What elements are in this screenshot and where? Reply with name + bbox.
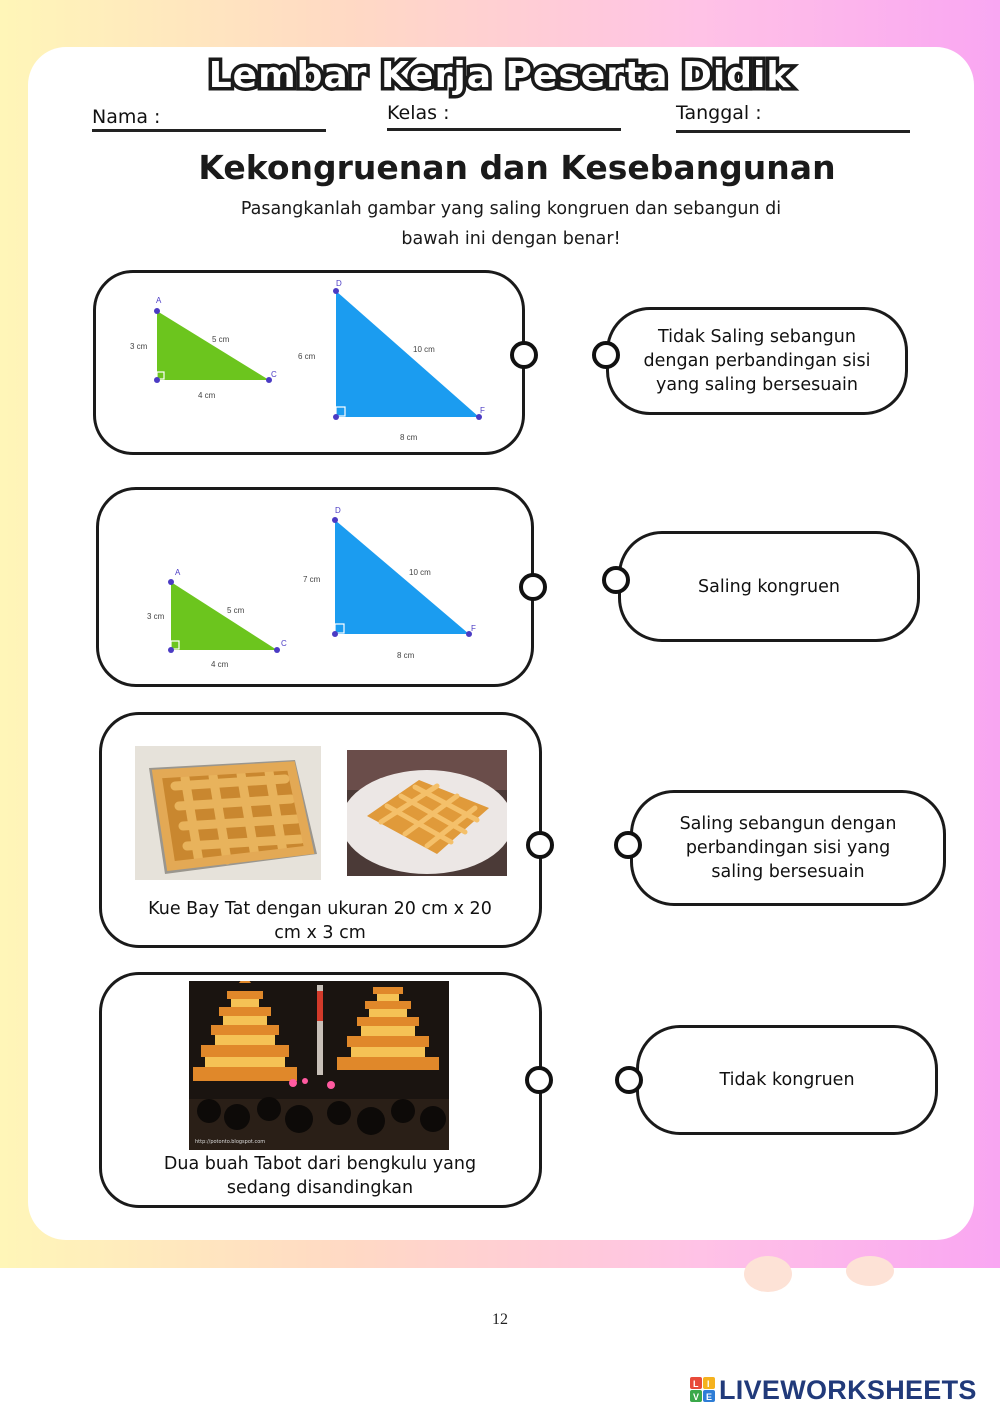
logo-letter: I	[707, 1379, 710, 1389]
left-card-2	[96, 487, 534, 687]
bay-tat-image-1	[135, 746, 321, 880]
vertex-label-d: D	[335, 506, 341, 515]
connector-dot-left-2[interactable]	[519, 573, 547, 601]
connector-dot-left-1[interactable]	[510, 341, 538, 369]
name-label: Nama :	[92, 106, 161, 128]
triangle-figure-1	[96, 273, 522, 452]
bay-tat-caption: Kue Bay Tat dengan ukuran 20 cm x 20 cm x 3 cm	[148, 899, 492, 943]
class-field[interactable]	[387, 128, 621, 131]
vertex-dot	[332, 517, 338, 523]
date-label: Tanggal :	[676, 102, 762, 124]
vertex-dot	[168, 579, 174, 585]
vertex-label-c: C	[271, 370, 277, 379]
side-label-hypotenuse: 5 cm	[227, 606, 245, 615]
decorative-blob	[846, 1256, 894, 1286]
connector-dot-left-4[interactable]	[525, 1066, 553, 1094]
tabot-photo	[189, 981, 449, 1150]
logo-letter: V	[693, 1392, 700, 1402]
connector-dot-right-4[interactable]	[615, 1066, 643, 1094]
option-pill-2: Saling kongruen	[618, 531, 920, 642]
bay-tat-image-2	[347, 750, 507, 876]
vertex-label-a: A	[175, 568, 181, 577]
vertex-dot	[332, 631, 338, 637]
side-label-hypotenuse: 5 cm	[212, 335, 230, 344]
side-label-left: 7 cm	[303, 575, 321, 584]
connector-dot-right-3[interactable]	[614, 831, 642, 859]
side-label-bottom: 4 cm	[198, 391, 216, 400]
bay-tat-photo-2	[347, 750, 507, 876]
side-label-left: 6 cm	[298, 352, 316, 361]
liveworksheets-icon	[690, 1377, 716, 1403]
logo-letter: L	[693, 1379, 699, 1389]
side-label-left: 3 cm	[147, 612, 165, 621]
triangle-def	[336, 291, 479, 417]
topic-title: Kekongruenan dan Kesebangunan	[198, 148, 836, 187]
triangle-abc	[171, 582, 277, 650]
tabot-caption: Dua buah Tabot dari bengkulu yang sedang disandingkan	[163, 1154, 477, 1198]
logo-letter: E	[706, 1392, 713, 1402]
side-label-bottom: 8 cm	[397, 651, 415, 660]
vertex-label-f: F	[480, 406, 485, 415]
connector-dot-right-2[interactable]	[602, 566, 630, 594]
option-pill-3: Saling sebangun dengan perbandingan sisi yang saling bersesuain	[630, 790, 946, 906]
triangle-figure-2	[99, 490, 531, 684]
vertex-label-f: F	[471, 624, 476, 633]
date-field[interactable]	[676, 130, 910, 133]
vertex-dot	[333, 414, 339, 420]
side-label-hypotenuse: 10 cm	[409, 568, 431, 577]
triangle-def	[335, 520, 469, 634]
triangle-abc	[157, 311, 269, 380]
vertex-dot	[168, 647, 174, 653]
side-label-bottom: 4 cm	[211, 660, 229, 669]
brand-name: LIVEWORKSHEETS	[719, 1374, 977, 1405]
decorative-blob	[744, 1256, 792, 1292]
class-label: Kelas :	[387, 102, 450, 124]
connector-dot-left-3[interactable]	[526, 831, 554, 859]
name-field[interactable]	[92, 129, 326, 132]
option-pill-4: Tidak kongruen	[636, 1025, 938, 1135]
connector-dot-right-1[interactable]	[592, 341, 620, 369]
option-pill-1: Tidak Saling sebangun dengan perbandingan sisi yang saling bersesuain	[606, 307, 908, 415]
tabot-image	[189, 981, 449, 1150]
vertex-dot	[154, 377, 160, 383]
instruction-line-2: bawah ini dengan benar!	[401, 229, 621, 249]
side-label-hypotenuse: 10 cm	[413, 345, 435, 354]
vertex-dot	[333, 288, 339, 294]
worksheet-title: Lembar Kerja Peserta Didik	[208, 55, 792, 96]
side-label-left: 3 cm	[130, 342, 148, 351]
page-number: 12	[492, 1311, 508, 1328]
vertex-label-d: D	[336, 279, 342, 288]
vertex-label-c: C	[281, 639, 287, 648]
vertex-dot	[154, 308, 160, 314]
bay-tat-photo-1	[135, 746, 321, 880]
liveworksheets-logo	[690, 1370, 977, 1410]
vertex-dot	[274, 647, 280, 653]
photo-credit: http://potonto.blogspot.com	[195, 1139, 266, 1145]
left-card-1	[93, 270, 525, 455]
vertex-label-a: A	[156, 296, 162, 305]
side-label-bottom: 8 cm	[400, 433, 418, 442]
instruction-line-1: Pasangkanlah gambar yang saling kongruen dan sebangun di	[240, 199, 782, 219]
